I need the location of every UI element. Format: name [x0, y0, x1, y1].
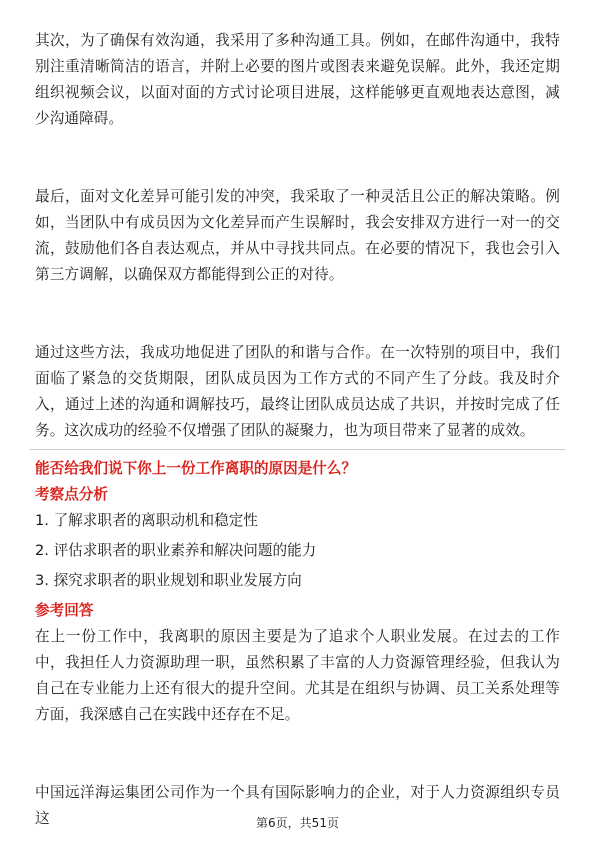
interview-question: 能否给我们说下你上一份工作离职的原因是什么？ [35, 460, 357, 477]
analysis-point: 3. 探究求职者的职业规划和职业发展方向 [35, 572, 302, 589]
analysis-heading: 考察点分析 [35, 486, 108, 503]
answer-paragraph: 在上一份工作中，我离职的原因主要是为了追求个人职业发展。在过去的工作中，我担任人力资源助理一职，虽然积累了丰富的人力资源管理经验，但我认为自己在专业能力上还有很大的提升空间。尤其是在组织与协调、员工关系处理等方面，我深感自己在实践中还存在不足。 [35, 628, 560, 723]
paragraph-communication-tools: 其次，为了确保有效沟通，我采用了多种沟通工具。例如，在邮件沟通中，我特别注重清晰简洁的语言，并附上必要的图片或图表来避免误解。此外，我还定期组织视频会议，以面对面的方式讨论项目进展，这样能够更直观地表达意图，减少沟通障碍。 [35, 32, 560, 127]
analysis-point: 2. 评估求职者的职业素养和解决问题的能力 [35, 542, 317, 559]
paragraph-results: 通过这些方法，我成功地促进了团队的和谐与合作。在一次特别的项目中，我们面临了紧急的交货期限，团队成员因为工作方式的不同产生了分歧。我及时介入，通过上述的沟通和调解技巧，最终让团队成员达成了共识，并按时完成了任务。这次成功的经验不仅增强了团队的凝聚力，也为项目带来了显著的成效。 [35, 344, 560, 439]
analysis-point: 1. 了解求职者的离职动机和稳定性 [35, 512, 258, 529]
page-content [35, 28, 560, 832]
answer-paragraph-continued: 中国远洋海运集团公司作为一个具有国际影响力的企业，对于人力资源组织专员这 [35, 784, 560, 827]
section-divider [30, 449, 565, 450]
analysis-list [35, 508, 560, 594]
paragraph-cultural-conflict: 最后，面对文化差异可能引发的冲突，我采取了一种灵活且公正的解决策略。例如，当团队中有成员因为文化差异而产生误解时，我会安排双方进行一对一的交流，鼓励他们各自表达观点，并从中寻找共同点。在必要的情况下，我也会引入第三方调解，以确保双方都能得到公正的对待。 [35, 188, 560, 283]
page-number: 第6页，共51页 [256, 816, 339, 830]
answer-heading: 参考回答 [35, 602, 94, 619]
